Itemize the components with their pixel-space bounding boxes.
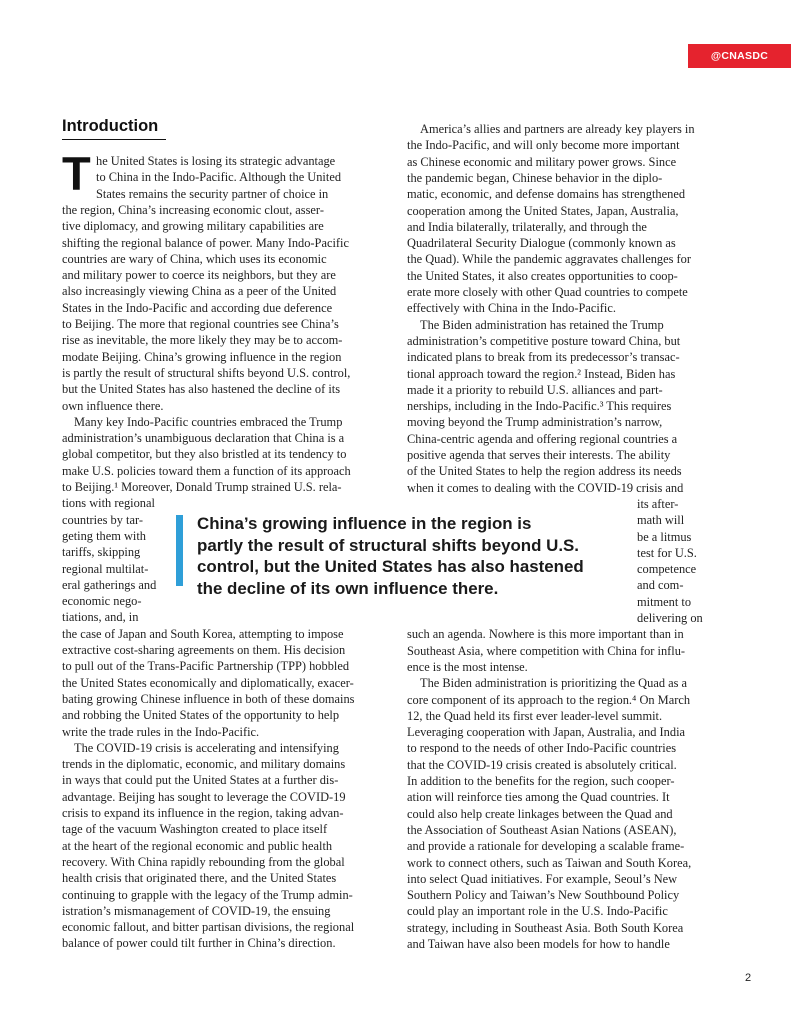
text-line: could play an important role in the U.S. Indo-Pacific <box>407 904 668 919</box>
text-line: as Chinese economic and military power grows. Since <box>407 154 677 169</box>
text-line: indicated plans to break from its predecessor’s transac- <box>407 350 680 365</box>
text-line: modate Beijing. China’s growing influence in the region <box>62 349 342 364</box>
text-line: countries by tar- <box>62 512 143 527</box>
text-line: The COVID-19 crisis is accelerating and intensifying <box>74 740 339 755</box>
text-line: States in the Indo-Pacific and according due deference <box>62 300 333 315</box>
text-line: the United States, it also creates opportunities to coop- <box>407 268 678 283</box>
cnasdc-tag: @CNASDC <box>688 44 791 68</box>
drop-cap: T <box>62 147 91 200</box>
text-line: Quadrilateral Security Dialogue (commonly known as <box>407 236 676 251</box>
text-line: could also help create linkages between the Quad and <box>407 806 673 821</box>
text-line: Many key Indo-Pacific countries embraced the Trump <box>74 414 343 429</box>
text-line: tions with regional <box>62 496 155 511</box>
text-line: Southern Policy and Taiwan’s New Southbound Policy <box>407 888 680 903</box>
text-line: istration’s mismanagement of COVID-19, the ensuing <box>62 903 331 918</box>
text-line: write the trade rules in the Indo-Pacific. <box>62 724 260 739</box>
text-line: rise as inevitable, the more likely they may be to accom- <box>62 333 343 348</box>
text-line: recovery. With China rapidly rebounding from the global <box>62 854 345 869</box>
text-line: moving beyond the Trump administration’s narrow, <box>407 415 663 430</box>
text-line: to China in the Indo-Pacific. Although the United <box>96 170 342 185</box>
text-line: advantage. Beijing has sought to leverage the COVID-19 <box>62 789 346 804</box>
text-line: but the United States has also hastened the decline of its <box>62 382 341 397</box>
text-line: positive agenda that serves their interests. The ability <box>407 448 671 462</box>
text-line: to respond to the needs of other Indo-Pacific countries <box>407 741 677 756</box>
text-line: and com- <box>637 578 684 593</box>
text-line: the Association of Southeast Asian Nations (ASEAN), <box>407 822 677 837</box>
text-line: erate more closely with other Quad countries to compete <box>407 285 688 299</box>
text-line: administration’s unambiguous declaration that China is a <box>62 431 345 446</box>
pull-quote-line: partly the result of structural shifts beyond U.S. <box>197 535 579 555</box>
text-line: geting them with <box>62 528 146 543</box>
text-line: Leveraging cooperation with Japan, Australia, and India <box>407 725 686 740</box>
text-line: that the COVID-19 crisis created is absolutely critical. <box>407 757 677 772</box>
text-line: nerships, including in the Indo-Pacific.³ This requires <box>407 399 672 414</box>
text-line: tiations, and, in <box>62 610 139 625</box>
text-line: In addition to the benefits for the region, such cooper- <box>407 774 675 788</box>
text-line: States remains the security partner of choice in <box>96 186 329 201</box>
text-line: competence <box>637 562 697 577</box>
text-line: work to connect others, such as Taiwan and South Korea, <box>407 855 692 870</box>
text-line: make U.S. policies toward them a function of its approach <box>62 463 351 478</box>
text-line: such an agenda. Nowhere is this more important than in <box>407 627 684 642</box>
pull-quote-line: control, but the United States has also hastened <box>197 557 584 576</box>
text-line: 12, the Quad held its first ever leader-level summit. <box>407 708 663 723</box>
text-line: tional approach toward the region.² Instead, Biden has <box>407 366 676 381</box>
text-line: extractive cost-sharing agreements on them. His decision <box>62 643 346 657</box>
text-line: the case of Japan and South Korea, attempting to impose <box>62 626 344 641</box>
text-line: cooperation among the United States, Japan, Australia, <box>407 203 679 218</box>
page-number: 2 <box>745 972 752 984</box>
text-line: made it a priority to rebuild U.S. alliances and part- <box>407 382 663 397</box>
text-line: to pull out of the Trans-Pacific Partnership (TPP) hobbled <box>62 659 350 674</box>
text-line: be a litmus <box>637 529 692 544</box>
text-line: the region, China’s increasing economic clout, asser- <box>62 202 324 217</box>
text-line: economic nego- <box>62 594 142 609</box>
text-line: into select Quad initiatives. For example, Seoul’s New <box>407 871 678 886</box>
text-line: at the heart of the regional economic and public health <box>62 838 333 853</box>
text-line: countries are wary of China, which uses its economic <box>62 251 327 266</box>
text-line: and provide a rationale for developing a scalable frame- <box>407 839 685 854</box>
text-line: when it comes to dealing with the COVID-19 crisis and <box>407 480 684 495</box>
text-line: crisis to expand its influence in the region, taking advan- <box>62 806 344 820</box>
text-line: The Biden administration is prioritizing the Quad as a <box>420 676 688 691</box>
section-heading: Introduction <box>62 117 159 135</box>
text-line: test for U.S. <box>637 545 697 560</box>
text-line: the Indo-Pacific, and will only become more important <box>407 138 680 153</box>
text-line: tive diplomacy, and growing military capabilities are <box>62 219 324 234</box>
text-line: balance of power could tilt further in China’s direction. <box>62 936 336 951</box>
text-line: ation will reinforce ties among the Quad countries. It <box>407 790 670 805</box>
text-line: and military power to coerce its neighbors, but they are <box>62 268 336 283</box>
text-line: delivering on <box>637 611 703 625</box>
pull-quote <box>197 513 637 599</box>
text-line: China-centric agenda and offering regional countries a <box>407 431 678 446</box>
text-line: global competitor, but they also bristled at its tendency to <box>62 447 347 462</box>
text-line: regional multilat- <box>62 561 149 576</box>
text-line: math will <box>637 513 685 528</box>
text-line: strategy, including in Southeast Asia. Both South Korea <box>407 920 684 935</box>
text-line: eral gatherings and <box>62 577 157 592</box>
text-line: and Taiwan have also been models for how to handle <box>407 937 670 951</box>
text-line: tariffs, skipping <box>62 545 141 560</box>
text-line: shifting the regional balance of power. Many Indo-Pacific <box>62 235 349 250</box>
text-line: in ways that could put the United States at a further dis- <box>62 773 339 788</box>
text-line: to Beijing. The more that regional countries see China’s <box>62 317 339 331</box>
text-line: matic, economic, and defense domains has strengthened <box>407 187 686 202</box>
text-line: bating growing Chinese influence in both of these domains <box>62 691 355 706</box>
pull-quote-line: the decline of its own influence there. <box>197 578 499 598</box>
text-line: the United States economically and diplomatically, exacer- <box>62 675 354 690</box>
text-line: trends in the diplomatic, economic, and military domains <box>62 757 346 772</box>
text-line: America’s allies and partners are already key players in <box>420 122 695 136</box>
text-line: the pandemic began, Chinese behavior in the diplo- <box>407 170 663 185</box>
text-line: economic fallout, and bitter partisan divisions, the regional <box>62 920 355 935</box>
text-line: own influence there. <box>62 398 164 413</box>
text-line: The Biden administration has retained the Trump <box>420 317 664 332</box>
text-line: continuing to grapple with the legacy of the Trump admin- <box>62 887 353 902</box>
text-line: to Beijing.¹ Moreover, Donald Trump strained U.S. rela- <box>62 480 342 494</box>
pull-quote-line: China’s growing influence in the region is <box>197 514 532 533</box>
text-line: also increasingly viewing China as a peer of the United <box>62 284 337 299</box>
text-line: the Quad). While the pandemic aggravates challenges for <box>407 252 691 267</box>
text-line: ence is the most intense. <box>407 659 528 674</box>
text-line: its after- <box>637 496 679 511</box>
text-line: Southeast Asia, where competition with China for influ- <box>407 643 686 658</box>
text-line: health crisis that originated there, and the United States <box>62 871 337 886</box>
pull-quote-bar <box>176 515 183 586</box>
text-line: mitment to <box>637 594 692 609</box>
text-line: and robbing the United States of the opportunity to help <box>62 708 340 723</box>
text-line: is partly the result of structural shifts beyond U.S. control, <box>62 365 351 380</box>
text-line: he United States is losing its strategic advantage <box>96 154 336 168</box>
text-line: effectively with China in the Indo-Pacific. <box>407 301 616 316</box>
text-line: administration’s competitive posture toward China, but <box>407 333 681 348</box>
text-line: core component of its approach to the region.⁴ On March <box>407 692 691 707</box>
text-line: and India bilaterally, trilaterally, and through the <box>407 219 647 234</box>
heading-underline <box>62 139 166 140</box>
text-line: tage of the vacuum Washington created to place itself <box>62 822 328 837</box>
text-line: of the United States to help the region address its needs <box>407 464 682 479</box>
